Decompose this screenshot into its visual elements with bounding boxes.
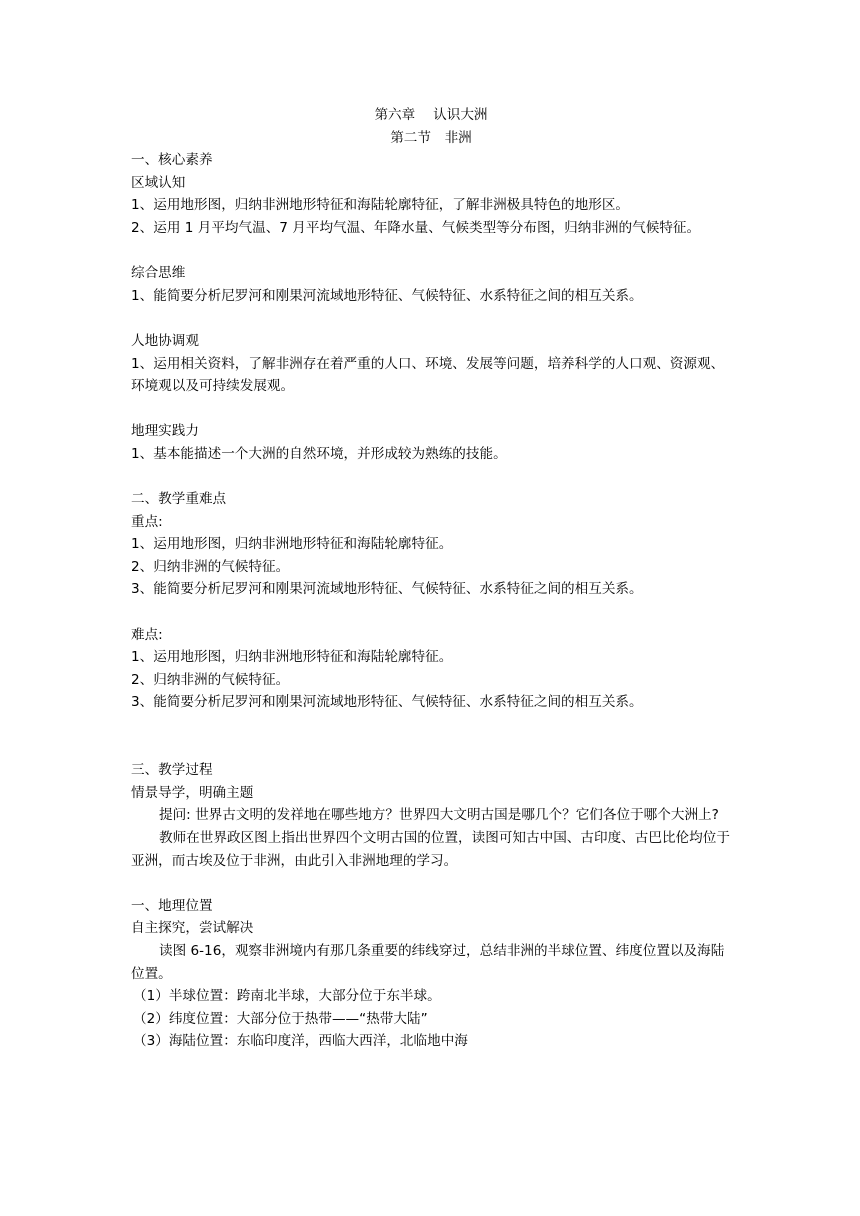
difficulty-title: 难点:	[131, 626, 163, 643]
regional-item-1: 1、运用地形图，归纳非洲地形特征和海陆轮廓特征，了解非洲极具特色的地形区。	[131, 197, 630, 214]
document-body	[131, 104, 731, 1053]
regional-item-2: 2、运用 1 月平均气温、7 月平均气温、年降水量、气候类型等分布图，归纳非洲的气候特征。	[131, 219, 701, 236]
difficulty-item-1: 1、运用地形图，归纳非洲地形特征和海陆轮廓特征。	[131, 649, 453, 666]
process-paragraph-1: 提问: 世界古文明的发祥地在哪些地方？世界四大文明古国是哪几个？它们各位于哪个大洲上?	[159, 807, 719, 824]
chapter-title: 第六章 认识大洲	[374, 107, 488, 123]
thinking-item-1: 1、能简要分析尼罗河和刚果河流域地形特征、气候特征、水系特征之间的相互关系。	[131, 287, 643, 304]
location-item-2: （2）纬度位置：大部分位于热带——“热带大陆”	[133, 1010, 428, 1027]
process-intro-title: 情景导学，明确主题	[131, 784, 254, 801]
harmony-title: 人地协调观	[131, 332, 199, 349]
focus-item-1: 1、运用地形图，归纳非洲地形特征和海陆轮廓特征。	[131, 536, 453, 553]
spacer	[131, 466, 731, 489]
focus-item-2: 2、归纳非洲的气候特征。	[131, 558, 290, 575]
difficulty-item-2: 2、归纳非洲的气候特征。	[131, 671, 290, 688]
location-heading: 一、地理位置	[131, 897, 213, 914]
spacer	[131, 307, 731, 330]
practice-item-1: 1、基本能描述一个大洲的自然环境，并形成较为熟练的技能。	[131, 445, 507, 462]
location-paragraph: 读图 6-16，观察非洲境内有那几条重要的纬线穿过，总结非洲的半球位置、纬度位置以及海陆位置。	[131, 942, 725, 982]
focus-item-3: 3、能简要分析尼罗河和刚果河流域地形特征、气候特征、水系特征之间的相互关系。	[131, 581, 643, 598]
location-item-1: （1）半球位置：跨南北半球，大部分位于东半球。	[133, 988, 441, 1005]
process-heading: 三、教学过程	[131, 762, 213, 779]
spacer	[131, 240, 731, 263]
spacer	[131, 398, 731, 421]
location-item-3: （3）海陆位置：东临印度洋，西临大西洋，北临地中海	[133, 1033, 468, 1050]
practice-title: 地理实践力	[131, 423, 199, 440]
section-title: 第二节 非洲	[390, 129, 472, 146]
location-explore-title: 自主探究，尝试解决	[131, 920, 254, 937]
focus-title: 重点:	[131, 513, 163, 530]
thinking-title: 综合思维	[131, 265, 186, 282]
spacer	[131, 714, 731, 759]
process-paragraph-2: 教师在世界政区图上指出世界四个文明古国的位置，读图可知古中国、古印度、古巴比伦均位于亚洲，而古埃及位于非洲，由此引入非洲地理的学习。	[131, 830, 730, 869]
key-points-heading: 二、教学重难点	[131, 491, 227, 508]
regional-title: 区域认知	[131, 174, 186, 191]
difficulty-item-3: 3、能简要分析尼罗河和刚果河流域地形特征、气候特征、水系特征之间的相互关系。	[131, 694, 643, 711]
spacer	[131, 601, 731, 624]
harmony-item-1: 1、运用相关资料，了解非洲存在着严重的人口、环境、发展等问题，培养科学的人口观、资源观、环境观以及可持续发展观。	[131, 355, 725, 395]
core-heading: 一、核心素养	[131, 152, 213, 169]
spacer	[131, 872, 731, 895]
